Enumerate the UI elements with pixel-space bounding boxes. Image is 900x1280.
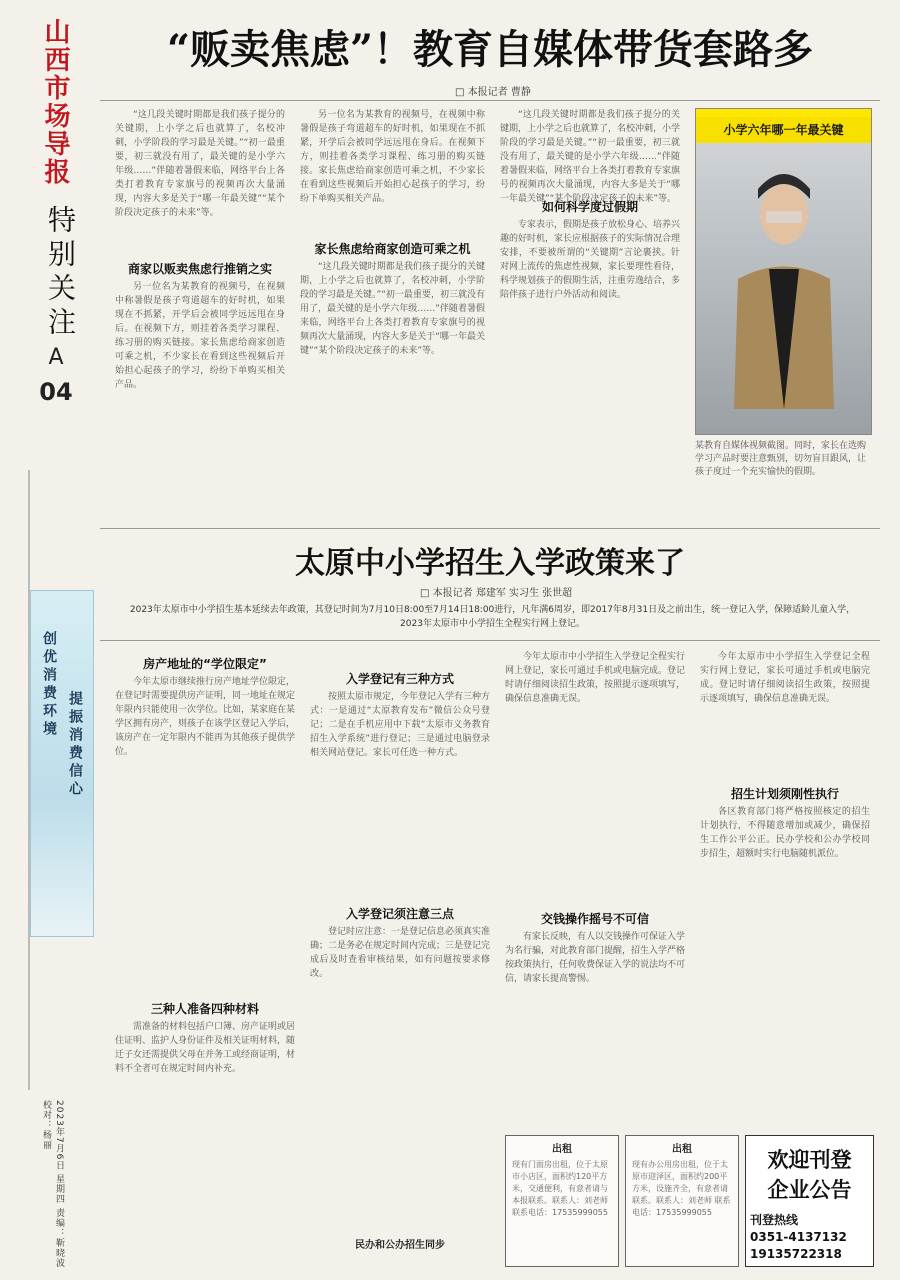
article2-col3: 今年太原市中小学招生入学登记全程实行网上登记，家长可通过手机或电脑完成。登记时请仔细阅读招生政策，按照提示逐项填写，确保信息准确无误。: [505, 652, 686, 704]
bigad-phones: [746, 1212, 873, 1263]
phone-1: 0351-4137132: [750, 1230, 847, 1244]
article1-col2: 另一位名为某教育的视频号，在视频中称暑假是孩子弯道超车的好时机，如果现在不抓紧，开学后会被同学远远甩在身后。在视频下方，则挂着各类学习课程、练习册的购买链接。家长焦虑给商家创造可乘之机，不少家长在看到这些视频后开始担心起孩子的学习，纷纷下单购买相关产品。: [300, 110, 485, 204]
ad2-body: 现有办公用房出租，位于太原市迎泽区，面积约200平方米，设施齐全，有意者请联系。联系人：刘老师 联系电话：17535999055: [632, 1160, 731, 1217]
subhead-a2-5: 交钱操作摇号不可信: [540, 912, 649, 926]
subhead-2: 家长焦虑给商家创造可乘之机: [314, 242, 471, 256]
promo-banner: [30, 590, 94, 937]
footer-meta: 2023年7月6日 星期四 责编：靳晓波 校对：杨丽: [41, 1100, 64, 1269]
classified-ad-2: [625, 1135, 739, 1267]
banner-line2: 提振消费信心: [67, 691, 83, 799]
photo-banner-text: 小学六年哪一年最关键: [696, 117, 871, 143]
banner-line1: 创优消费环境: [41, 631, 57, 739]
article2-col1b: 需准备的材料包括户口簿、房产证明或居住证明、监护人身份证件及相关证明材料，随迁子女还需提供父母在并务工或经商证明，材料不全者可在规定时间内补充。: [115, 1022, 296, 1074]
article2-col4: 今年太原市中小学招生入学登记全程实行网上登记，家长可通过手机或电脑完成。登记时请仔细阅读招生政策，按照提示逐项填写，确保信息准确无误。: [700, 652, 870, 704]
ad2-heading: 出租: [672, 1144, 692, 1155]
video-screenshot-photo: [695, 108, 872, 435]
article2-col3b: 有家长反映，有人以交钱操作可保证入学为名行骗，对此教育部门提醒，招生入学严格按政策执行，任何收费保证入学的说法均不可信，请家长提高警惕。: [505, 932, 686, 984]
headline-article2: 太原中小学招生入学政策来了: [295, 546, 685, 581]
photo-caption: 某教育自媒体视频截图。同时，家长在选购学习产品时要注意甄别，切勿盲目跟风，让孩子度过一个充实愉快的假期。: [695, 441, 867, 477]
article1-col3: “这几段关键时期都是我们孩子提分的关键期，上小学之后也就算了，名校冲刺，小学阶段的学习最是关键。”“初一最重要，初三就没有用了，最关键的是小学六年级……”伴随着暑假来临，网络平台上各类打着教育专家旗号的视频再次大量涌现，内容大多是关于“哪一年最关键”“某个阶段决定孩子的未来”等。: [500, 110, 681, 204]
bigad-line2: 企业公告: [767, 1178, 852, 1202]
phone-label: 刊登热线: [750, 1213, 799, 1227]
divider: [100, 100, 880, 101]
article1-col2b: “这几段关键时期都是我们孩子提分的关键期，上小学之后也就算了，名校冲刺，小学阶段的学习最是关键。”“初一最重要，初三就没有用了，最关键的是小学六年级……”伴随着暑假来临，网络平台上各类打着教育专家旗号的视频再次大量涌现，内容大多是关于“哪一年最关键”“某个阶段决定孩子的未来”等。: [300, 262, 485, 356]
masthead: 山西市场导报: [40, 18, 70, 186]
person-figure: [724, 159, 844, 409]
article2-col2: 按照太原市规定，今年登记入学有三种方式：一是通过“太原教育发布”微信公众号登记；二是在手机应用中下载“太原市义务教育招生入学系统”进行登记；三是通过电脑登录相关网站登记。家长可任选一种方式。: [310, 692, 491, 758]
subhead-a2-2: 三种人准备四种材料: [150, 1002, 259, 1016]
bigad-line1: 欢迎刊登: [767, 1148, 852, 1172]
section-title: 特别关注: [44, 205, 77, 341]
article1-col1: “这几段关键时期都是我们孩子提分的关键期，上小学之后也就算了，名校冲刺，小学阶段的学习最是关键。”“初一最重要，初三就没有用了，最关键的是小学六年级……”伴随着暑假来临，网络平台上各类打着教育专家旗号的视频再次大量涌现，内容大多是关于“哪一年最关键”“某个阶段决定孩子的未来”等。: [115, 110, 285, 218]
byline-article2: □ 本报记者 郑建军 实习生 张世超: [420, 584, 572, 599]
section-letter: A: [48, 345, 64, 370]
subhead-a2-1: 房产地址的“学位限定”: [143, 657, 267, 671]
byline-article1: □ 本报记者 曹静: [455, 83, 531, 98]
phone-2: 19135722318: [750, 1247, 842, 1261]
subhead-1: 商家以贩卖焦虑行推销之实: [127, 262, 272, 276]
subhead-a2-6: 招生计划须刚性执行: [730, 787, 839, 801]
subhead-3: 如何科学度过假期: [541, 200, 638, 214]
article2-col1: 今年太原市继续推行房产地址学位限定，在登记时需要提供房产证明，同一地址在规定年限内只能使用一次学位。比如，某家庭在某学区拥有房产，则孩子在该学区登记入学后，该房产在一定年限内不能再为其他孩子提供学位。: [115, 677, 296, 757]
divider: [100, 528, 880, 529]
ad1-body: 现有门面房出租，位于太原市小店区，面积约120平方米，交通便利，有意者请与本报联系。联系人：刘老师 联系电话：17535999055: [512, 1160, 608, 1217]
subhead-a2-4: 入学登记须注意三点: [345, 907, 454, 921]
ad-placement-box: [745, 1135, 874, 1267]
article2-col4b: 各区教育部门将严格按照核定的招生计划执行，不得随意增加或减少，确保招生工作公平公正。民办学校和公办学校同步招生，超额时实行电脑随机派位。: [700, 807, 870, 859]
classified-ad-1: [505, 1135, 619, 1267]
subhead-a2-3: 入学登记有三种方式: [345, 672, 454, 686]
article2-lead: 2023年太原市中小学招生基本延续去年政策，其登记时间为7月10日8:00至7月14日18:00进行，凡年满6周岁，即2017年8月31日及之前出生，统一登记入学，保障适龄儿童入学，2023年太原市中小学招生全程实行网上登记。: [129, 605, 856, 629]
bottom-caption: 民办和公办招生同步: [355, 1240, 445, 1251]
ad1-heading: 出租: [552, 1144, 572, 1155]
page-number: 04: [39, 378, 73, 406]
article1-col1b: 另一位名为某教育的视频号，在视频中称暑假是孩子弯道超车的好时机，如果现在不抓紧，开学后会被同学远远甩在身后。在视频下方，则挂着各类学习课程、练习册的购买链接。家长焦虑给商家创造可乘之机，不少家长在看到这些视频后开始担心起孩子的学习，纷纷下单购买相关产品。: [115, 282, 285, 390]
headline-article1: “贩卖焦虑”！教育自媒体带货套路多: [166, 26, 813, 73]
article1-col3b: 专家表示，假期是孩子放松身心、培养兴趣的好时机，家长应根据孩子的实际情况合理安排，不要被所谓的“关键期”言论裹挟。针对网上流传的焦虑性视频，家长要理性看待，科学规划孩子的假期生活，注重劳逸结合，多陪伴孩子进行户外活动和阅读。: [500, 220, 681, 300]
article2-col2b: 登记时应注意：一是登记信息必须真实准确；二是务必在规定时间内完成；三是登记完成后及时查看审核结果，如有问题按要求修改。: [310, 927, 491, 979]
divider: [100, 640, 880, 641]
